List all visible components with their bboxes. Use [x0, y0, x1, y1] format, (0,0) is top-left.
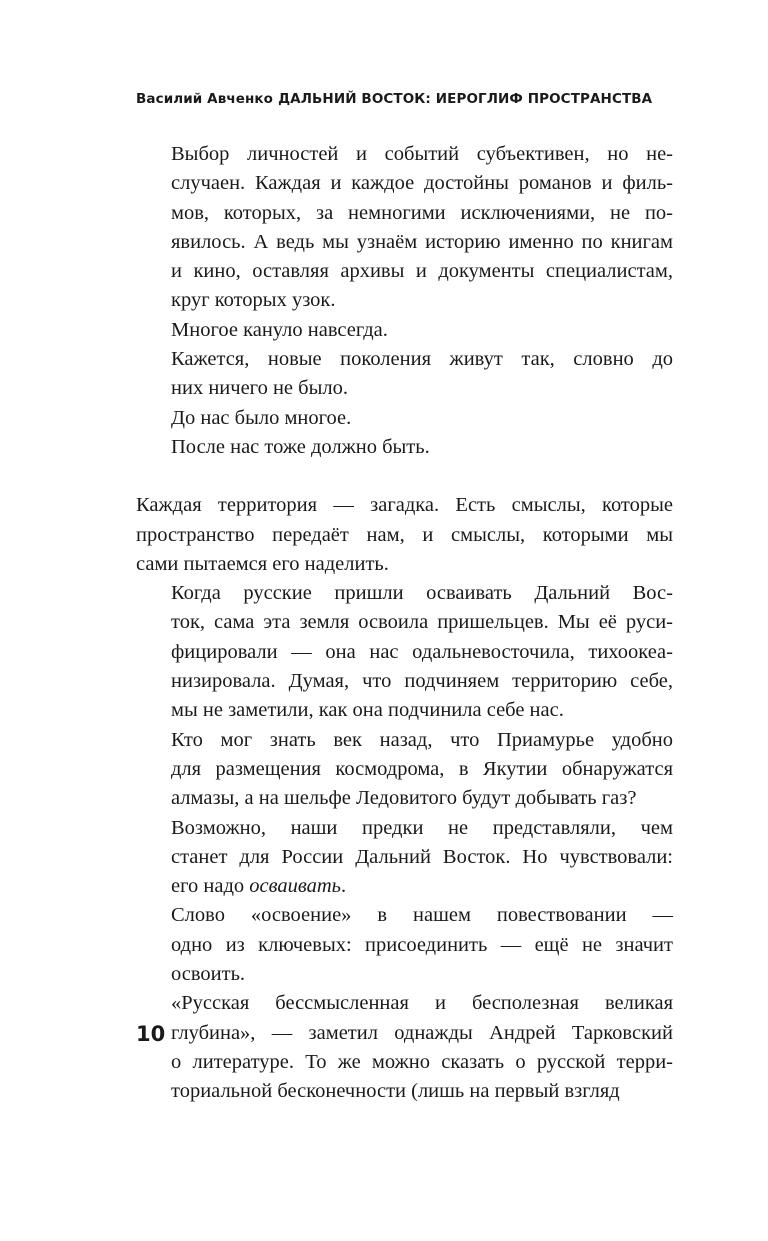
text-line [136, 872, 673, 901]
text-line: ток, сама эта земля освоила пришельцев. Мы её руси- [171, 611, 673, 634]
text-line: Многое кануло навсегда. [171, 318, 388, 341]
header-author: Василий Авченко [136, 91, 274, 107]
text-line: мы не заметили, как она подчинила себе нас. [171, 699, 564, 722]
text-line: Когда русские пришли осваивать Дальний Вос- [171, 582, 673, 605]
text-line: Каждая территория — загадка. Есть смыслы, которые [136, 494, 673, 517]
text-line: и кино, оставляя архивы и документы специалистам, [171, 260, 673, 283]
paragraph [136, 989, 673, 1106]
running-header [136, 91, 656, 107]
page-body [136, 140, 673, 1107]
paragraph [136, 404, 673, 433]
text-line: Слово «освоение» в нашем повествовании — [171, 904, 673, 927]
paragraph [136, 901, 673, 989]
text-line: алмазы, а на шельфе Ледовитого будут добывать газ? [171, 787, 637, 810]
text-line: случаен. Каждая и каждое достойны романов и филь- [171, 172, 673, 195]
text-line: для размещения космодрома, в Якутии обнаружатся [171, 757, 673, 780]
text-fragment: . [341, 875, 347, 898]
paragraph [136, 345, 673, 404]
paragraph [136, 316, 673, 345]
text-line: глубина», — заметил однажды Андрей Тарковский [171, 1021, 673, 1044]
text-line: явилось. А ведь мы узнаём историю именно по книгам [171, 230, 673, 253]
paragraph [136, 814, 673, 902]
paragraph [136, 726, 673, 814]
text-line: круг которых узок. [171, 289, 336, 312]
text-line: одно из ключевых: присоединить — ещё не значит [171, 933, 673, 956]
text-line: После нас тоже должно быть. [171, 435, 430, 458]
text-line: Возможно, наши предки не представляли, чем [171, 816, 673, 839]
text-line: Выбор личностей и событий субъективен, но не- [171, 143, 673, 165]
emphasized-word: осваивать [249, 875, 341, 898]
text-line: сами пытаемся его наделить. [136, 552, 389, 575]
text-line: До нас было многое. [171, 406, 352, 429]
text-line: освоить. [171, 963, 246, 986]
text-line: них ничего не было. [171, 377, 348, 400]
text-line: «Русская бессмысленная и бесполезная великая [171, 992, 673, 1015]
paragraph [136, 140, 673, 316]
text-line: пространство передаёт нам, и смыслы, которыми мы [136, 523, 673, 546]
page-number: 10 [136, 1022, 166, 1046]
paragraph [136, 433, 673, 462]
text-line: Кажется, новые поколения живут так, словно до [171, 348, 673, 371]
text-line: станет для России Дальний Восток. Но чувствовали: [171, 845, 673, 868]
header-book-title: ДАЛЬНИЙ ВОСТОК: ИЕРОГЛИФ ПРОСТРАНСТВА [278, 91, 653, 107]
text-line: Кто мог знать век назад, что Приамурье удобно [171, 728, 673, 751]
paragraph [136, 491, 673, 579]
paragraph [136, 579, 673, 725]
text-line: о литературе. То же можно сказать о русской терри- [171, 1050, 673, 1073]
text-line: фицировали — она нас одальневосточила, тихоокеа- [171, 640, 673, 663]
section-break [136, 462, 673, 491]
text-line: мов, которых, за немногими исключениями, не по- [171, 201, 673, 224]
text-fragment: его надо [171, 875, 250, 898]
text-line: низировала. Думая, что подчиняем территорию себе, [171, 670, 673, 693]
text-line: ториальной бесконечности (лишь на первый взгляд [171, 1080, 620, 1103]
